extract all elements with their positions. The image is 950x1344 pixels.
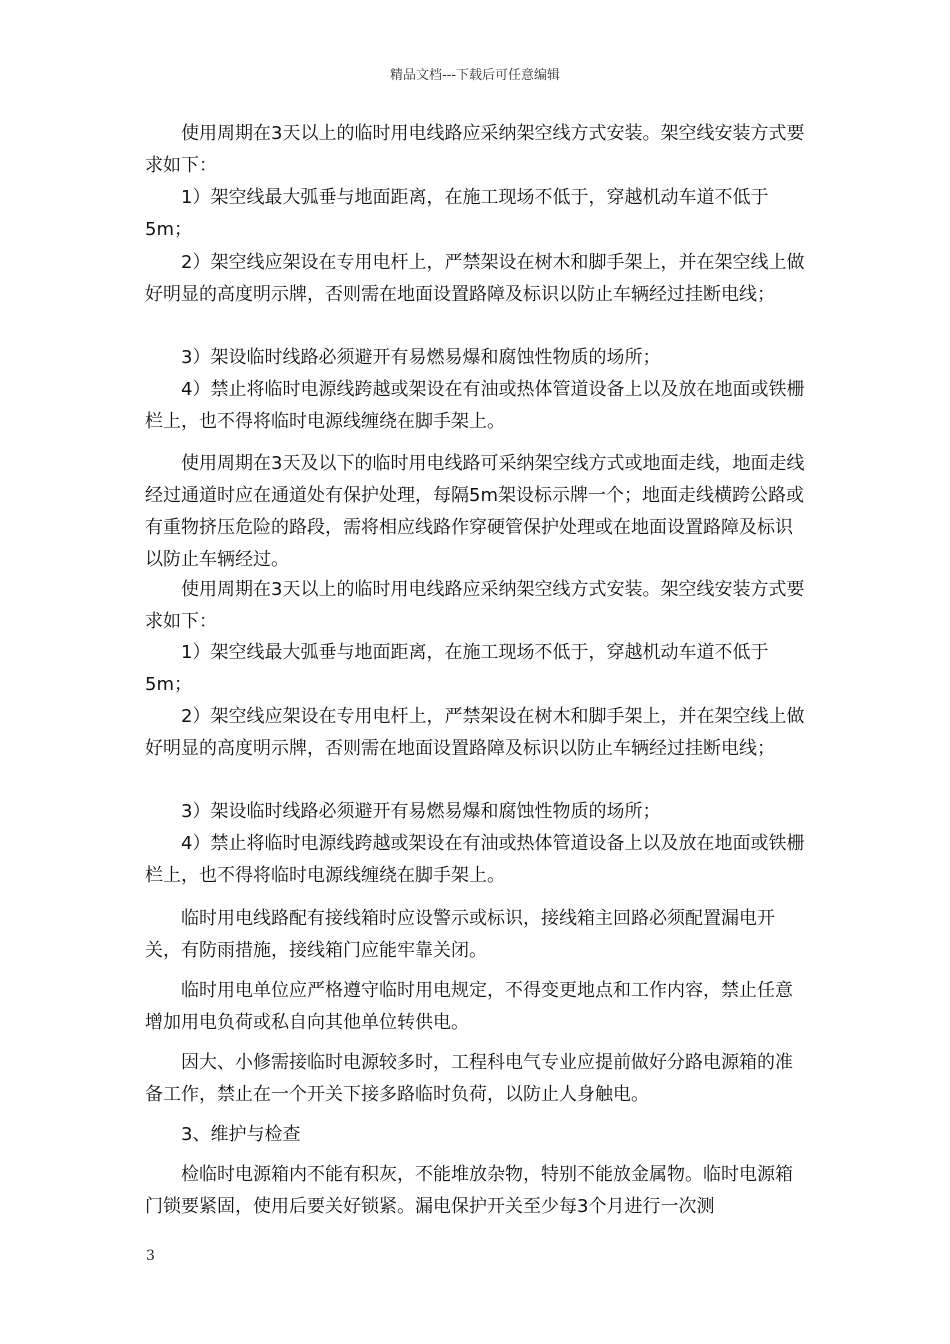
page-number: 3	[146, 1248, 155, 1264]
paragraph-item-4-prohibit: 4）禁止将临时电源线跨越或架设在有油或热体管道设备上以及放在地面或铁栅栏上，也不得将临时电源线缠绕在脚手架上。	[145, 379, 805, 432]
paragraph-item-3-avoid-repeat: 3）架设临时线路必须避开有易燃易爆和腐蚀性物质的场所；	[145, 801, 661, 822]
paragraph-overhead-intro-1: 使用周期在3天以上的临时用电线路应采纳架空线方式安装。架空线安装方式要求如下：	[145, 123, 805, 176]
paragraph-short-term-wiring: 使用周期在3天及以下的临时用电线路可采纳架空线方式或地面走线，地面走线经过通道时应在通道处有保护处理，每隔5m架设标示牌一个；地面走线横跨公路或有重物挤压危险的路段，需将相应线路作穿硬管保护处理或在地面设置路障及标识以防止车辆经过。	[145, 453, 805, 570]
page-header: 精品文档---下载后可任意编辑	[389, 68, 561, 83]
paragraph-item-4-prohibit-repeat: 4）禁止将临时电源线跨越或架设在有油或热体管道设备上以及放在地面或铁栅栏上，也不得将临时电源线缠绕在脚手架上。	[145, 833, 805, 886]
paragraph-item-1-sag-repeat: 1）架空线最大弧垂与地面距离，在施工现场不低于，穿越机动车道不低于5m；	[145, 642, 769, 695]
paragraph-item-3-avoid: 3）架设临时线路必须避开有易燃易爆和腐蚀性物质的场所；	[145, 347, 661, 368]
paragraph-inspection: 检临时电源箱内不能有积灰，不能堆放杂物，特别不能放金属物。临时电源箱门锁要紧固，使用后要关好锁紧。漏电保护开关至少每3个月进行一次测	[145, 1164, 793, 1217]
paragraph-usage-rules: 临时用电单位应严格遵守临时用电规定，不得变更地点和工作内容，禁止任意增加用电负荷或私自向其他单位转供电。	[145, 980, 793, 1033]
paragraph-junction-box: 临时用电线路配有接线箱时应设警示或标识，接线箱主回路必须配置漏电开关，有防雨措施，接线箱门应能牢靠关闭。	[145, 908, 775, 961]
paragraph-item-1-sag: 1）架空线最大弧垂与地面距离，在施工现场不低于，穿越机动车道不低于5m；	[145, 187, 769, 240]
paragraph-overhead-intro-2: 使用周期在3天以上的临时用电线路应采纳架空线方式安装。架空线安装方式要求如下：	[145, 579, 805, 632]
paragraph-item-2-poles-repeat: 2）架空线应架设在专用电杆上，严禁架设在树木和脚手架上，并在架空线上做好明显的高度明示牌，否则需在地面设置路障及标识以防止车辆经过挂断电线；	[145, 706, 805, 759]
paragraph-item-2-poles: 2）架空线应架设在专用电杆上，严禁架设在树木和脚手架上，并在架空线上做好明显的高度明示牌，否则需在地面设置路障及标识以防止车辆经过挂断电线；	[145, 252, 805, 305]
paragraph-maintenance-prep: 因大、小修需接临时电源较多时，工程科电气专业应提前做好分路电源箱的准备工作，禁止在一个开关下接多路临时负荷，以防止人身触电。	[145, 1052, 793, 1105]
section-heading-maintenance: 3、维护与检查	[145, 1124, 301, 1145]
